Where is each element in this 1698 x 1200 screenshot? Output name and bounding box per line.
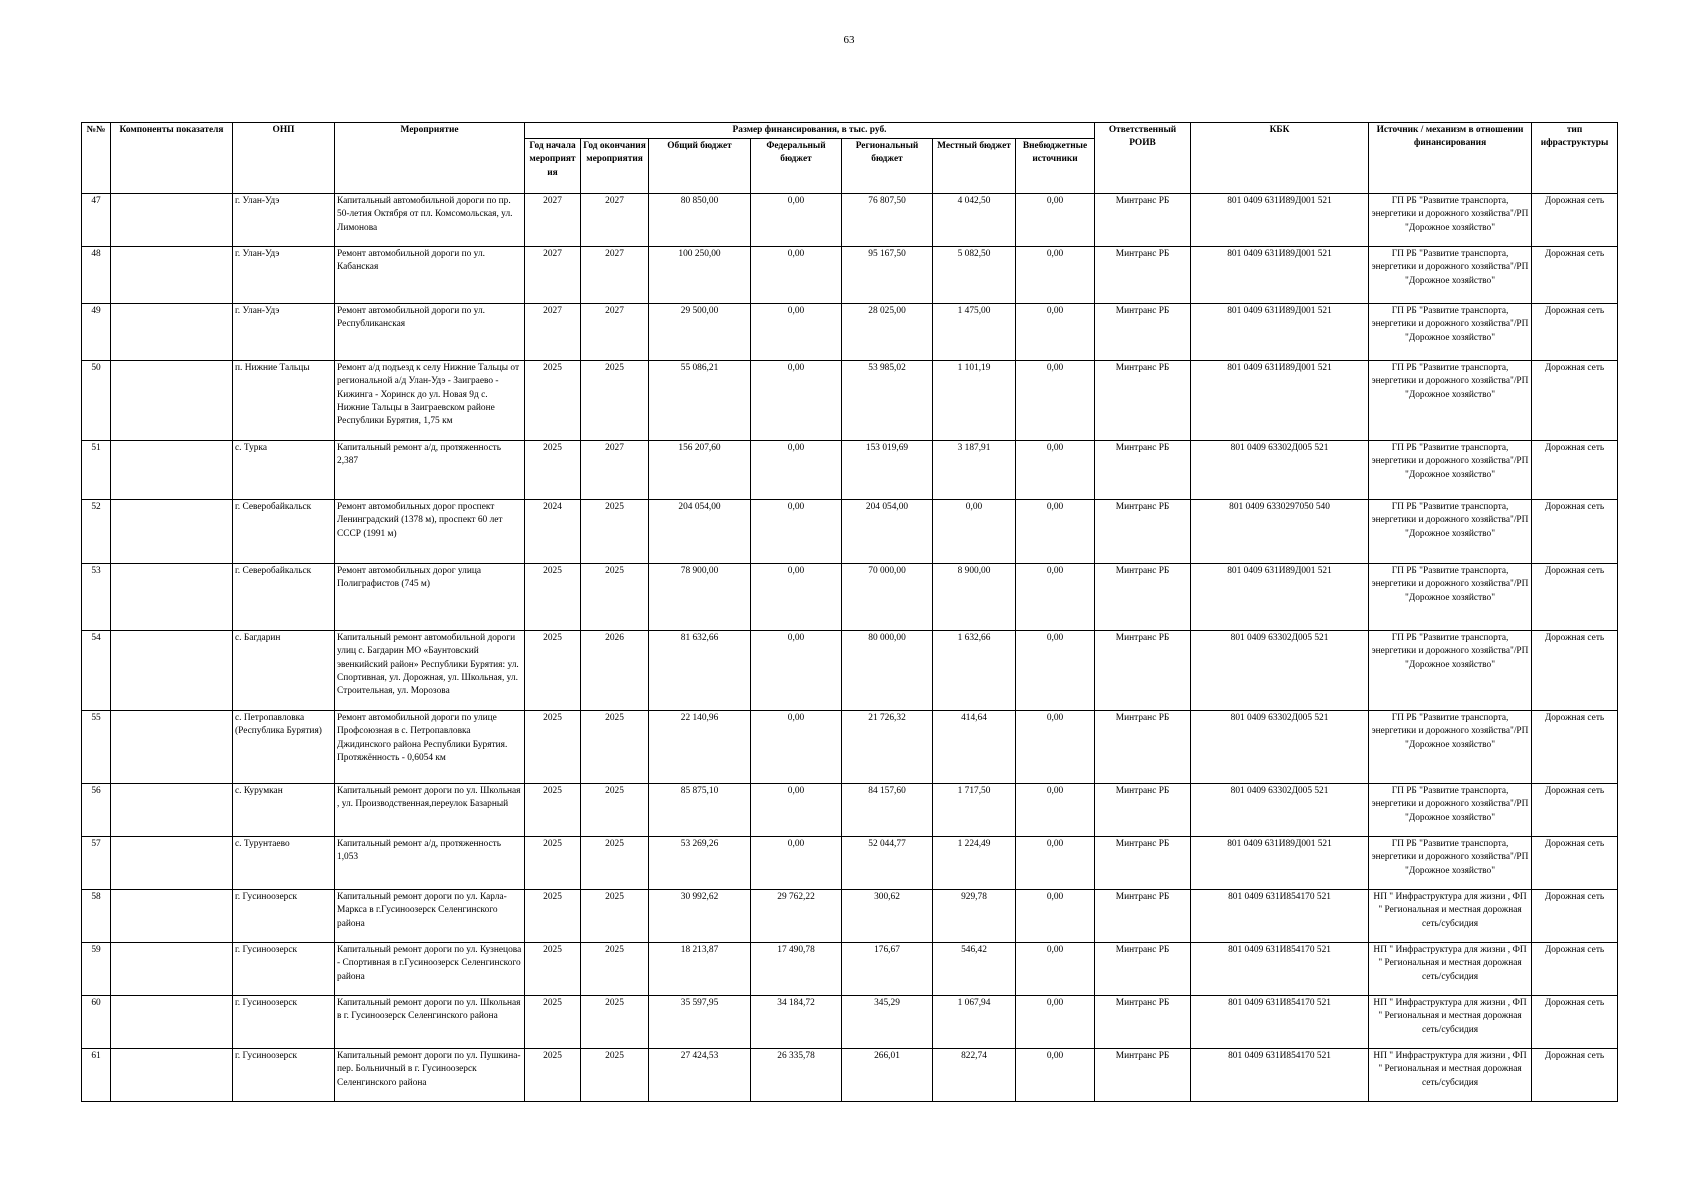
local-budget-cell: 546,42 bbox=[933, 943, 1016, 996]
header-roiv: Ответственный РОИВ bbox=[1095, 123, 1191, 194]
table-row bbox=[82, 1049, 1618, 1102]
kbk-cell: 801 0409 631И89Д001 521 bbox=[1191, 361, 1369, 441]
infra-type-cell: Дорожная сеть bbox=[1532, 1049, 1618, 1102]
component-cell bbox=[111, 564, 233, 631]
onp-cell: с. Турунтаево bbox=[233, 837, 335, 890]
table-row bbox=[82, 996, 1618, 1049]
onp-cell: с. Курумкан bbox=[233, 784, 335, 837]
year-start-cell: 2025 bbox=[525, 996, 581, 1049]
table-row bbox=[82, 711, 1618, 784]
local-budget-cell: 5 082,50 bbox=[933, 247, 1016, 304]
regional-budget-cell: 21 726,32 bbox=[842, 711, 933, 784]
row-number: 57 bbox=[82, 837, 111, 890]
component-cell bbox=[111, 304, 233, 361]
infra-type-cell: Дорожная сеть bbox=[1532, 943, 1618, 996]
component-cell bbox=[111, 500, 233, 564]
onp-cell: п. Нижние Тальцы bbox=[233, 361, 335, 441]
roiv-cell: Минтранс РБ bbox=[1095, 784, 1191, 837]
row-number: 50 bbox=[82, 361, 111, 441]
kbk-cell: 801 0409 631И854170 521 bbox=[1191, 890, 1369, 943]
local-budget-cell: 1 224,49 bbox=[933, 837, 1016, 890]
onp-cell: с. Турка bbox=[233, 441, 335, 500]
event-cell: Капитальный ремонт а/д, протяженность 2,387 bbox=[335, 441, 525, 500]
total-budget-cell: 204 054,00 bbox=[649, 500, 751, 564]
roiv-cell: Минтранс РБ bbox=[1095, 194, 1191, 247]
infra-type-cell: Дорожная сеть bbox=[1532, 194, 1618, 247]
infra-type-cell: Дорожная сеть bbox=[1532, 890, 1618, 943]
federal-budget-cell: 0,00 bbox=[751, 500, 842, 564]
row-number: 51 bbox=[82, 441, 111, 500]
event-cell: Капитальный ремонт дороги по ул. Кузнецова - Спортивная в г.Гусиноозерск Селенгинского района bbox=[335, 943, 525, 996]
component-cell bbox=[111, 1049, 233, 1102]
extra-budget-cell: 0,00 bbox=[1016, 564, 1095, 631]
roiv-cell: Минтранс РБ bbox=[1095, 564, 1191, 631]
extra-budget-cell: 0,00 bbox=[1016, 631, 1095, 711]
regional-budget-cell: 84 157,60 bbox=[842, 784, 933, 837]
event-cell: Капитальный ремонт а/д, протяженность 1,053 bbox=[335, 837, 525, 890]
total-budget-cell: 156 207,60 bbox=[649, 441, 751, 500]
year-end-cell: 2025 bbox=[581, 711, 649, 784]
header-num: №№ bbox=[82, 123, 111, 194]
federal-budget-cell: 0,00 bbox=[751, 304, 842, 361]
onp-cell: г. Улан-Удэ bbox=[233, 247, 335, 304]
regional-budget-cell: 28 025,00 bbox=[842, 304, 933, 361]
infra-type-cell: Дорожная сеть bbox=[1532, 784, 1618, 837]
component-cell bbox=[111, 996, 233, 1049]
total-budget-cell: 22 140,96 bbox=[649, 711, 751, 784]
onp-cell: г. Северобайкальск bbox=[233, 500, 335, 564]
table-row bbox=[82, 837, 1618, 890]
kbk-cell: 801 0409 631И89Д001 521 bbox=[1191, 194, 1369, 247]
year-end-cell: 2025 bbox=[581, 784, 649, 837]
source-cell: ГП РБ "Развитие транспорта, энергетики и дорожного хозяйства"/РП "Дорожное хозяйство" bbox=[1369, 194, 1532, 247]
regional-budget-cell: 53 985,02 bbox=[842, 361, 933, 441]
infra-type-cell: Дорожная сеть bbox=[1532, 837, 1618, 890]
header-onp: ОНП bbox=[233, 123, 335, 194]
regional-budget-cell: 204 054,00 bbox=[842, 500, 933, 564]
roiv-cell: Минтранс РБ bbox=[1095, 711, 1191, 784]
row-number: 55 bbox=[82, 711, 111, 784]
header-event: Мероприятие bbox=[335, 123, 525, 194]
year-start-cell: 2025 bbox=[525, 943, 581, 996]
year-start-cell: 2025 bbox=[525, 441, 581, 500]
source-cell: ГП РБ "Развитие транспорта, энергетики и дорожного хозяйства"/РП "Дорожное хозяйство" bbox=[1369, 304, 1532, 361]
component-cell bbox=[111, 890, 233, 943]
source-cell: ГП РБ "Развитие транспорта, энергетики и дорожного хозяйства"/РП "Дорожное хозяйство" bbox=[1369, 500, 1532, 564]
year-start-cell: 2027 bbox=[525, 304, 581, 361]
year-end-cell: 2027 bbox=[581, 194, 649, 247]
row-number: 54 bbox=[82, 631, 111, 711]
event-cell: Ремонт автомобильных дорог проспект Ленинградский (1378 м), проспект 60 лет СССР (1991 м) bbox=[335, 500, 525, 564]
event-cell: Капитальный ремонт дороги по ул. Пушкина- пер. Больничный в г. Гусиноозерск Селенгинского района bbox=[335, 1049, 525, 1102]
roiv-cell: Минтранс РБ bbox=[1095, 500, 1191, 564]
onp-cell: г. Гусиноозерск bbox=[233, 943, 335, 996]
table-row bbox=[82, 247, 1618, 304]
federal-budget-cell: 0,00 bbox=[751, 837, 842, 890]
table-body bbox=[82, 194, 1618, 1102]
onp-cell: г. Гусиноозерск bbox=[233, 1049, 335, 1102]
source-cell: ГП РБ "Развитие транспорта, энергетики и дорожного хозяйства"/РП "Дорожное хозяйство" bbox=[1369, 247, 1532, 304]
infra-type-cell: Дорожная сеть bbox=[1532, 711, 1618, 784]
total-budget-cell: 55 086,21 bbox=[649, 361, 751, 441]
local-budget-cell: 3 187,91 bbox=[933, 441, 1016, 500]
table-row bbox=[82, 500, 1618, 564]
regional-budget-cell: 80 000,00 bbox=[842, 631, 933, 711]
page-number: 63 bbox=[843, 34, 855, 46]
header-funding: Размер финансирования, в тыс. руб. bbox=[525, 123, 1095, 139]
event-cell: Капитальный ремонт автомобильной дороги улиц с. Багдарин МО «Баунтовский эвенкийский район» Республики Бурятия: ул. Спортивная, ул. Дорожная, ул. Школьная, ул. Строительная, ул. Морозова bbox=[335, 631, 525, 711]
year-start-cell: 2024 bbox=[525, 500, 581, 564]
regional-budget-cell: 300,62 bbox=[842, 890, 933, 943]
header-federal: Федеральный бюджет bbox=[751, 139, 842, 194]
onp-cell: г. Улан-Удэ bbox=[233, 304, 335, 361]
source-cell: НП " Инфраструктура для жизни , ФП " Региональная и местная дорожная сеть/субсидия bbox=[1369, 996, 1532, 1049]
year-start-cell: 2025 bbox=[525, 784, 581, 837]
row-number: 58 bbox=[82, 890, 111, 943]
year-end-cell: 2025 bbox=[581, 837, 649, 890]
kbk-cell: 801 0409 631И854170 521 bbox=[1191, 943, 1369, 996]
header-local: Местный бюджет bbox=[933, 139, 1016, 194]
extra-budget-cell: 0,00 bbox=[1016, 304, 1095, 361]
federal-budget-cell: 0,00 bbox=[751, 784, 842, 837]
infra-type-cell: Дорожная сеть bbox=[1532, 564, 1618, 631]
year-start-cell: 2025 bbox=[525, 711, 581, 784]
roiv-cell: Минтранс РБ bbox=[1095, 837, 1191, 890]
table-row bbox=[82, 943, 1618, 996]
regional-budget-cell: 95 167,50 bbox=[842, 247, 933, 304]
header-infra: тип ифраструктуры bbox=[1532, 123, 1618, 194]
source-cell: НП " Инфраструктура для жизни , ФП " Региональная и местная дорожная сеть/субсидия bbox=[1369, 943, 1532, 996]
regional-budget-cell: 345,29 bbox=[842, 996, 933, 1049]
infra-type-cell: Дорожная сеть bbox=[1532, 361, 1618, 441]
local-budget-cell: 1 475,00 bbox=[933, 304, 1016, 361]
extra-budget-cell: 0,00 bbox=[1016, 943, 1095, 996]
table-row bbox=[82, 194, 1618, 247]
source-cell: ГП РБ "Развитие транспорта, энергетики и дорожного хозяйства"/РП "Дорожное хозяйство" bbox=[1369, 631, 1532, 711]
federal-budget-cell: 0,00 bbox=[751, 361, 842, 441]
local-budget-cell: 929,78 bbox=[933, 890, 1016, 943]
regional-budget-cell: 266,01 bbox=[842, 1049, 933, 1102]
federal-budget-cell: 0,00 bbox=[751, 247, 842, 304]
federal-budget-cell: 17 490,78 bbox=[751, 943, 842, 996]
extra-budget-cell: 0,00 bbox=[1016, 194, 1095, 247]
table-row bbox=[82, 631, 1618, 711]
header-source: Источник / механизм в отношении финансирования bbox=[1369, 123, 1532, 194]
event-cell: Ремонт а/д подъезд к селу Нижние Тальцы от региональной а/д Улан-Удэ - Заиграево - Кижинга - Хоринск до ул. Новая 9д с. Нижние Тальцы в Заиграевском районе Республики Бурятия, 1,75 км bbox=[335, 361, 525, 441]
federal-budget-cell: 0,00 bbox=[751, 441, 842, 500]
year-end-cell: 2025 bbox=[581, 361, 649, 441]
onp-cell: г. Улан-Удэ bbox=[233, 194, 335, 247]
source-cell: ГП РБ "Развитие транспорта, энергетики и дорожного хозяйства"/РП "Дорожное хозяйство" bbox=[1369, 711, 1532, 784]
total-budget-cell: 30 992,62 bbox=[649, 890, 751, 943]
header-extra: Внебюджетные источники bbox=[1016, 139, 1095, 194]
local-budget-cell: 1 717,50 bbox=[933, 784, 1016, 837]
roiv-cell: Минтранс РБ bbox=[1095, 361, 1191, 441]
table-row bbox=[82, 304, 1618, 361]
onp-cell: г. Гусиноозерск bbox=[233, 890, 335, 943]
event-cell: Ремонт автомобильной дороги по улице Профсоюзная в с. Петропавловка Джидинского района Республики Бурятия. Протяжённость - 0,6054 км bbox=[335, 711, 525, 784]
year-end-cell: 2026 bbox=[581, 631, 649, 711]
header-kbk: КБК bbox=[1191, 123, 1369, 194]
roiv-cell: Минтранс РБ bbox=[1095, 890, 1191, 943]
header-total: Общий бюджет bbox=[649, 139, 751, 194]
component-cell bbox=[111, 631, 233, 711]
infra-type-cell: Дорожная сеть bbox=[1532, 441, 1618, 500]
total-budget-cell: 18 213,87 bbox=[649, 943, 751, 996]
row-number: 59 bbox=[82, 943, 111, 996]
federal-budget-cell: 0,00 bbox=[751, 631, 842, 711]
regional-budget-cell: 70 000,00 bbox=[842, 564, 933, 631]
year-end-cell: 2027 bbox=[581, 304, 649, 361]
onp-cell: с. Багдарин bbox=[233, 631, 335, 711]
source-cell: ГП РБ "Развитие транспорта, энергетики и дорожного хозяйства"/РП "Дорожное хозяйство" bbox=[1369, 361, 1532, 441]
source-cell: ГП РБ "Развитие транспорта, энергетики и дорожного хозяйства"/РП "Дорожное хозяйство" bbox=[1369, 784, 1532, 837]
row-number: 53 bbox=[82, 564, 111, 631]
local-budget-cell: 8 900,00 bbox=[933, 564, 1016, 631]
year-start-cell: 2025 bbox=[525, 837, 581, 890]
component-cell bbox=[111, 784, 233, 837]
onp-cell: г. Северобайкальск bbox=[233, 564, 335, 631]
extra-budget-cell: 0,00 bbox=[1016, 1049, 1095, 1102]
year-end-cell: 2025 bbox=[581, 1049, 649, 1102]
extra-budget-cell: 0,00 bbox=[1016, 441, 1095, 500]
table-row bbox=[82, 784, 1618, 837]
year-end-cell: 2025 bbox=[581, 943, 649, 996]
total-budget-cell: 29 500,00 bbox=[649, 304, 751, 361]
regional-budget-cell: 153 019,69 bbox=[842, 441, 933, 500]
roiv-cell: Минтранс РБ bbox=[1095, 996, 1191, 1049]
extra-budget-cell: 0,00 bbox=[1016, 711, 1095, 784]
row-number: 49 bbox=[82, 304, 111, 361]
kbk-cell: 801 0409 63302Д005 521 bbox=[1191, 631, 1369, 711]
local-budget-cell: 0,00 bbox=[933, 500, 1016, 564]
kbk-cell: 801 0409 631И854170 521 bbox=[1191, 1049, 1369, 1102]
header-year-end: Год окончания мероприятия bbox=[581, 139, 649, 194]
row-number: 48 bbox=[82, 247, 111, 304]
component-cell bbox=[111, 837, 233, 890]
year-start-cell: 2025 bbox=[525, 1049, 581, 1102]
onp-cell: с. Петропавловка (Республика Бурятия) bbox=[233, 711, 335, 784]
extra-budget-cell: 0,00 bbox=[1016, 837, 1095, 890]
event-cell: Капитальный автомобильной дороги по пр. 50-летия Октября от пл. Комсомольская, ул. Лимонова bbox=[335, 194, 525, 247]
local-budget-cell: 4 042,50 bbox=[933, 194, 1016, 247]
local-budget-cell: 1 632,66 bbox=[933, 631, 1016, 711]
extra-budget-cell: 0,00 bbox=[1016, 784, 1095, 837]
row-number: 56 bbox=[82, 784, 111, 837]
total-budget-cell: 27 424,53 bbox=[649, 1049, 751, 1102]
roiv-cell: Минтранс РБ bbox=[1095, 943, 1191, 996]
year-end-cell: 2027 bbox=[581, 441, 649, 500]
roiv-cell: Минтранс РБ bbox=[1095, 304, 1191, 361]
local-budget-cell: 1 101,19 bbox=[933, 361, 1016, 441]
kbk-cell: 801 0409 63302Д005 521 bbox=[1191, 711, 1369, 784]
row-number: 47 bbox=[82, 194, 111, 247]
row-number: 60 bbox=[82, 996, 111, 1049]
component-cell bbox=[111, 361, 233, 441]
local-budget-cell: 822,74 bbox=[933, 1049, 1016, 1102]
federal-budget-cell: 0,00 bbox=[751, 564, 842, 631]
total-budget-cell: 78 900,00 bbox=[649, 564, 751, 631]
roiv-cell: Минтранс РБ bbox=[1095, 247, 1191, 304]
event-cell: Капитальный ремонт дороги по ул. Школьная в г. Гусиноозерск Селенгинского района bbox=[335, 996, 525, 1049]
total-budget-cell: 85 875,10 bbox=[649, 784, 751, 837]
regional-budget-cell: 176,67 bbox=[842, 943, 933, 996]
local-budget-cell: 1 067,94 bbox=[933, 996, 1016, 1049]
kbk-cell: 801 0409 631И854170 521 bbox=[1191, 996, 1369, 1049]
federal-budget-cell: 0,00 bbox=[751, 194, 842, 247]
infra-type-cell: Дорожная сеть bbox=[1532, 631, 1618, 711]
year-end-cell: 2025 bbox=[581, 564, 649, 631]
year-end-cell: 2025 bbox=[581, 500, 649, 564]
table-header bbox=[82, 123, 1618, 194]
total-budget-cell: 81 632,66 bbox=[649, 631, 751, 711]
component-cell bbox=[111, 441, 233, 500]
table-row bbox=[82, 441, 1618, 500]
infra-type-cell: Дорожная сеть bbox=[1532, 500, 1618, 564]
event-cell: Ремонт автомобильной дороги по ул. Республиканская bbox=[335, 304, 525, 361]
federal-budget-cell: 29 762,22 bbox=[751, 890, 842, 943]
event-cell: Ремонт автомобильной дороги по ул. Кабанская bbox=[335, 247, 525, 304]
infra-type-cell: Дорожная сеть bbox=[1532, 996, 1618, 1049]
row-number: 61 bbox=[82, 1049, 111, 1102]
federal-budget-cell: 34 184,72 bbox=[751, 996, 842, 1049]
kbk-cell: 801 0409 63302Д005 521 bbox=[1191, 441, 1369, 500]
kbk-cell: 801 0409 631И89Д001 521 bbox=[1191, 304, 1369, 361]
extra-budget-cell: 0,00 bbox=[1016, 996, 1095, 1049]
source-cell: ГП РБ "Развитие транспорта, энергетики и дорожного хозяйства"/РП "Дорожное хозяйство" bbox=[1369, 837, 1532, 890]
extra-budget-cell: 0,00 bbox=[1016, 361, 1095, 441]
source-cell: ГП РБ "Развитие транспорта, энергетики и дорожного хозяйства"/РП "Дорожное хозяйство" bbox=[1369, 564, 1532, 631]
year-start-cell: 2025 bbox=[525, 564, 581, 631]
extra-budget-cell: 0,00 bbox=[1016, 500, 1095, 564]
source-cell: ГП РБ "Развитие транспорта, энергетики и дорожного хозяйства"/РП "Дорожное хозяйство" bbox=[1369, 441, 1532, 500]
financing-table bbox=[81, 122, 1618, 1102]
year-end-cell: 2025 bbox=[581, 996, 649, 1049]
kbk-cell: 801 0409 631И89Д001 521 bbox=[1191, 564, 1369, 631]
total-budget-cell: 53 269,26 bbox=[649, 837, 751, 890]
infra-type-cell: Дорожная сеть bbox=[1532, 304, 1618, 361]
federal-budget-cell: 0,00 bbox=[751, 711, 842, 784]
header-regional: Региональный бюджет bbox=[842, 139, 933, 194]
component-cell bbox=[111, 194, 233, 247]
event-cell: Ремонт автомобильных дорог улица Полиграфистов (745 м) bbox=[335, 564, 525, 631]
year-start-cell: 2025 bbox=[525, 890, 581, 943]
total-budget-cell: 100 250,00 bbox=[649, 247, 751, 304]
local-budget-cell: 414,64 bbox=[933, 711, 1016, 784]
header-year-start: Год начала мероприятия bbox=[525, 139, 581, 194]
extra-budget-cell: 0,00 bbox=[1016, 247, 1095, 304]
source-cell: НП " Инфраструктура для жизни , ФП " Региональная и местная дорожная сеть/субсидия bbox=[1369, 890, 1532, 943]
kbk-cell: 801 0409 631И89Д001 521 bbox=[1191, 837, 1369, 890]
roiv-cell: Минтранс РБ bbox=[1095, 1049, 1191, 1102]
year-start-cell: 2027 bbox=[525, 194, 581, 247]
kbk-cell: 801 0409 631И89Д001 521 bbox=[1191, 247, 1369, 304]
source-cell: НП " Инфраструктура для жизни , ФП " Региональная и местная дорожная сеть/субсидия bbox=[1369, 1049, 1532, 1102]
year-start-cell: 2025 bbox=[525, 631, 581, 711]
federal-budget-cell: 26 335,78 bbox=[751, 1049, 842, 1102]
infra-type-cell: Дорожная сеть bbox=[1532, 247, 1618, 304]
event-cell: Капитальный ремонт дороги по ул. Школьная , ул. Производственная,переулок Базарный bbox=[335, 784, 525, 837]
kbk-cell: 801 0409 6330297050 540 bbox=[1191, 500, 1369, 564]
total-budget-cell: 80 850,00 bbox=[649, 194, 751, 247]
row-number: 52 bbox=[82, 500, 111, 564]
total-budget-cell: 35 597,95 bbox=[649, 996, 751, 1049]
year-end-cell: 2025 bbox=[581, 890, 649, 943]
roiv-cell: Минтранс РБ bbox=[1095, 631, 1191, 711]
component-cell bbox=[111, 943, 233, 996]
year-start-cell: 2027 bbox=[525, 247, 581, 304]
extra-budget-cell: 0,00 bbox=[1016, 890, 1095, 943]
kbk-cell: 801 0409 63302Д005 521 bbox=[1191, 784, 1369, 837]
regional-budget-cell: 76 807,50 bbox=[842, 194, 933, 247]
component-cell bbox=[111, 247, 233, 304]
table-row bbox=[82, 361, 1618, 441]
year-end-cell: 2027 bbox=[581, 247, 649, 304]
year-start-cell: 2025 bbox=[525, 361, 581, 441]
component-cell bbox=[111, 711, 233, 784]
table-row bbox=[82, 564, 1618, 631]
event-cell: Капитальный ремонт дороги по ул. Карла-Маркса в г.Гусиноозерск Селенгинского района bbox=[335, 890, 525, 943]
header-component: Компоненты показателя bbox=[111, 123, 233, 194]
regional-budget-cell: 52 044,77 bbox=[842, 837, 933, 890]
onp-cell: г. Гусиноозерск bbox=[233, 996, 335, 1049]
table-row bbox=[82, 890, 1618, 943]
roiv-cell: Минтранс РБ bbox=[1095, 441, 1191, 500]
